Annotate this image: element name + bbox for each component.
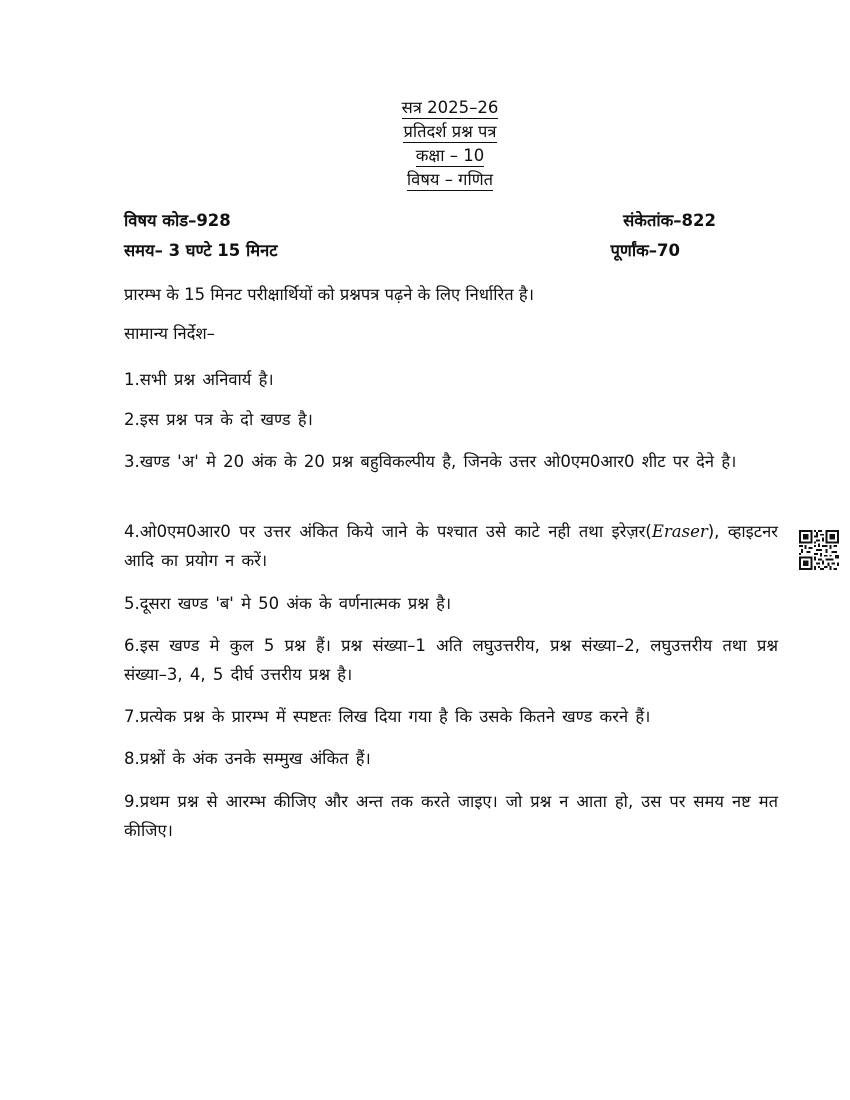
full-marks: पूर्णांक–70 [610,241,680,260]
instruction-1: 1.सभी प्रश्न अनिवार्य है। [124,370,274,389]
instruction-7: 7.प्रत्येक प्रश्न के प्रारम्भ में स्पष्टतः लिख दिया गया है कि उसके कितने खण्ड करने हैं। [124,707,651,726]
instruction-9: 9.प्रथम प्रश्न से आरम्भ कीजिए और अन्त तक करते जाइए। जो प्रश्न न आता हो, उस पर समय नष्ट मत कीजिए। [124,792,778,840]
subject-line [0,168,850,192]
instruction-4-part-2: ), व्हाइटनर आदि का प्रयोग न करें। [124,522,779,570]
instruction-6: 6.इस खण्ड मे कुल 5 प्रश्न हैं। प्रश्न संख्या–1 अति लघुउत्तरीय, प्रश्न संख्या–2, लघुउत्तरीय तथा प्रश्न संख्या–3, 4, 5 दीर्घ उत्तरीय प्रश्न है। [124,636,778,684]
session-text: सत्र 2025–26 [401,98,499,117]
instruction-8: 8.प्रश्नों के अंक उनके सम्मुख अंकित हैं। [124,749,371,768]
meta-row-code [124,208,716,231]
intro-text: प्रारम्भ के 15 मिनट परीक्षार्थियों को प्रश्नपत्र पढ़ने के लिए निर्धारित है। [124,285,534,304]
paper-type-line [0,120,850,144]
meta-row-time [124,238,716,261]
paper-header [0,96,850,192]
instruction-4 [124,517,778,575]
code-number: संकेतांक–822 [623,211,716,230]
qr-code-icon [799,530,839,570]
instruction-2: 2.इस प्रश्न पत्र के दो खण्ड है। [124,410,313,429]
paper-type-text: प्रतिदर्श प्रश्न पत्र [403,122,497,141]
session-line [0,96,850,120]
class-line [0,144,850,168]
instruction-5: 5.दूसरा खण्ड 'ब' मे 50 अंक के वर्णनात्मक प्रश्न है। [124,594,452,613]
exam-time: समय– 3 घण्टे 15 मिनट [124,241,278,260]
class-text: कक्षा – 10 [415,146,485,165]
instruction-4-eraser: Eraser [651,522,708,541]
subject-code: विषय कोड–928 [124,211,231,230]
subject-text: विषय – गणित [406,170,494,189]
instruction-3: 3.खण्ड 'अ' मे 20 अंक के 20 प्रश्न बहुविकल्पीय है, जिनके उत्तर ओ0एम0आर0 शीट पर देने है। [124,452,737,471]
instruction-4-part-1: 4.ओ0एम0आर0 पर उत्तर अंकित किये जाने के पश्चात उसे काटे नही तथा इरेज़र( [124,522,652,541]
general-instructions-heading: सामान्य निर्देश– [124,324,215,343]
